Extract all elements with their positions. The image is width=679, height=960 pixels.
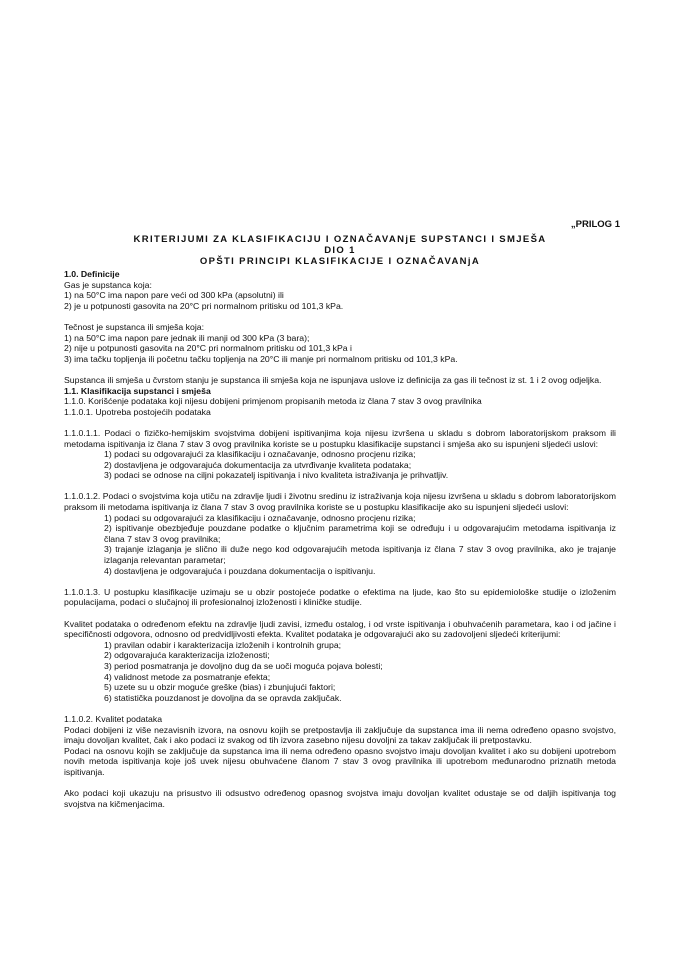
solid-definition: Supstanca ili smješa u čvrstom stanju je supstanca ili smješa koja ne ispunjava uslove iz definicija za gas ili tečnost iz st. 1 i 2 ovog odjeljka.: [64, 374, 602, 385]
paragraph-1-1-0-1: 1.1.0.1. Upotreba postojećih podataka: [64, 406, 211, 417]
list-item: 1) podaci su odgovarajući za klasifikaciju i označavanje, odnosno procjenu rizika;: [104, 449, 416, 460]
list-item: 1) pravilan odabir i karakterizacija izloženih i kontrolnih grupa;: [104, 639, 342, 650]
section-heading-classification: 1.1. Klasifikacija supstanci i smješa: [64, 385, 211, 396]
liquid-definition-intro: Tečnost je supstanca ili smješa koja:: [64, 321, 205, 332]
paragraph-1-1-0-1-1: 1.1.0.1.1. Podaci o fizičko-hemijskim svojstvima dobijeni ispitivanjima koja nijesu izvršena u skladu s dobrom laboratorijskom praksom ili metodama ispitivanja iz člana 7 stav 3 ovog pravilnika koriste se u postupku klasifikacije supstanci i smješa ako su ispunjeni sljedeći uslovi:: [64, 427, 616, 449]
list-item: 3) podaci se odnose na ciljni pokazatelj ispitivanja i nivo kvaliteta istraživanja je prihvatljiv.: [104, 470, 449, 481]
list-item: 6) statistička pouzdanost je dovoljna da se opravda zaključak.: [104, 692, 342, 703]
list-item: 3) ima tačku topljenja ili početnu tačku topljenja na 20°C ili manje pri normalnom pritisku od 101,3 kPa.: [64, 353, 458, 364]
list-item: 3) trajanje izlaganja je slično ili duže nego kod odgovarajućih metoda ispitivanja iz člana 7 stav 3 ovog pravilnika, ako je trajanje izlaganja relevantan parametar;: [104, 544, 616, 566]
list-item: 1) na 50°C ima napon pare jednak ili manji od 300 kPa (3 bara);: [64, 332, 310, 343]
part-title: OPŠTI PRINCIPI KLASIFIKACIJE I OZNAČAVANjA: [199, 256, 481, 267]
data-quality-paragraph: Podaci dobijeni iz više nezavisnih izvora, na osnovu kojih se pretpostavlja ili zaključuje da supstanca ima ili nema određeno opasno svojstvo, imaju dovoljan kvalitet, čak i ako podaci iz svakog od tih izvora zasebno nijesu dovoljni za takav zaključak ili pretpostavku.: [64, 724, 616, 746]
list-item: 3) period posmatranja je dovoljno dug da se uoči moguća pojava bolesti;: [104, 660, 383, 671]
data-quality-paragraph: Ako podaci koji ukazuju na prisustvo ili odsustvo određenog opasnog svojstva imaju dovoljan kvalitet odustaje se od daljih ispitivanja tog svojstva na kičmenjacima.: [64, 788, 616, 809]
list-item: 2) odgovarajuća karakterizacija izloženosti;: [104, 650, 270, 661]
list-item: 2) nije u potpunosti gasovita na 20°C pri normalnom pritisku od 101,3 kPa i: [64, 343, 352, 354]
list-item: 5) uzete su u obzir moguće greške (bias) i zbunjujući faktori;: [104, 682, 336, 693]
data-quality-paragraph: Podaci na osnovu kojih se zaključuje da supstanca ima ili nema određeno opasno svojstvo imaju dovoljan kvalitet i ako su dobijeni upotrebom novih metoda ispitivanja koje još uvek nijesu obuhvaćene članom 7 stav 3 ovog pravilnika ili upotrebom međunarodno priznatih metoda ispitivanja.: [64, 745, 616, 777]
section-heading-definitions: 1.0. Definicije: [64, 269, 120, 279]
list-item: 1) na 50°C ima napon pare veći od 300 kPa (apsolutni) ili: [64, 290, 284, 301]
list-item: 4) validnost metode za posmatranje efekta;: [104, 671, 271, 682]
gas-definition-intro: Gas je supstanca koja:: [64, 279, 152, 290]
paragraph-1-1-0-1-3: 1.1.0.1.3. U postupku klasifikacije uzimaju se u obzir postojeće podatke o efektima na ljude, kao što su epidemiološke studije o izloženim populacijama, podaci o slučajnoj ili profesionalnoj izloženosti i kliničke studije.: [64, 586, 616, 608]
document-body: [64, 269, 616, 809]
data-quality-intro: Kvalitet podataka o određenom efektu na zdravlje ljudi zavisi, između ostalog, i od vrste ispitivanja i obuhvaćenih parametara, kao i od jačine i specifičnosti odgovora, odnosno od predvidljivosti efekta. Kvalitet podataka je odgovarajući ako su zadovoljeni sljedeći kriterijumi:: [64, 618, 616, 640]
list-item: 2) dostavljena je odgovarajuća dokumentacija za utvrđivanje kvaliteta podataka;: [104, 459, 412, 470]
list-item: 2) je u potpunosti gasovita na 20°C pri normalnom pritisku od 101,3 kPa.: [64, 300, 344, 311]
list-item: 4) dostavljena je odgovarajuća i pouzdana dokumentacija o ispitivanju.: [104, 565, 376, 576]
annex-label: „PRILOG 1: [570, 219, 620, 230]
paragraph-1-1-0: 1.1.0. Korišćenje podataka koji nijesu dobijeni primjenom propisanih metoda iz člana 7 stav 3 ovog pravilnika: [64, 396, 482, 407]
part-number: DIO 1: [324, 245, 356, 256]
paragraph-1-1-0-1-2: 1.1.0.1.2. Podaci o svojstvima koja utiču na zdravlje ljudi i životnu sredinu iz istraživanja koja nijesu izvršena u skladu s dobrom laboratorijskom praksom ili metodama ispitivanja iz člana 7 stav 3 ovog pravilnika koriste se u postupku klasifikacije ako su ispunjeni sljedeći uslovi:: [64, 491, 616, 513]
list-item: 2) ispitivanje obezbjeđuje pouzdane podatke o ključnim parametrima koji se određuju i u odgovarajućim metodama ispitivanja iz člana 7 stav 3 ovog pravilnika;: [104, 523, 616, 544]
document-title: KRITERIJUMI ZA KLASIFIKACIJU I OZNAČAVANjE SUPSTANCI I SMJEŠA: [133, 234, 547, 245]
paragraph-1-1-0-2: 1.1.0.2. Kvalitet podataka: [64, 713, 163, 724]
list-item: 1) podaci su odgovarajući za klasifikaciju i označavanje, odnosno procjenu rizika;: [104, 512, 416, 523]
